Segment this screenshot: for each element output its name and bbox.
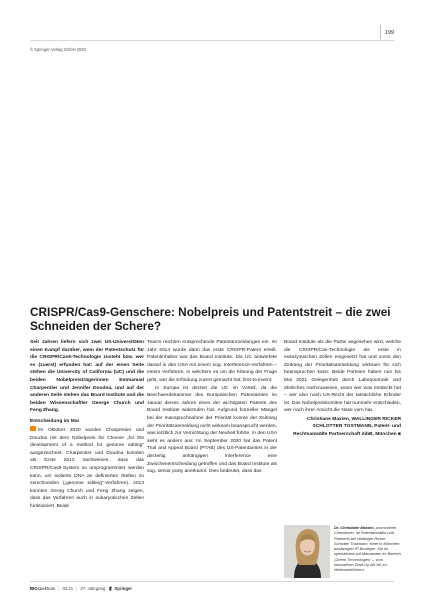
- header-rule: [30, 40, 394, 41]
- article-paragraph-4: Board Institute als die Partei angesehen wird, welche die CRISPR/Cas-Technologie als erste in eukaryotischen Zellen eingesetzt hat und somit den Zeitrang der Prioritätsanmeldung wirksam für sich beanspruchen kann. Beide Parteien haben nun bis Mai 2021 Gelegenheit durch Laborjournale und ähnliches nachzuweisen, wann wer was entdeckt hat – wer also nach US-Recht der tatsächliche Erfinder ist. Das Nobelpreiskomitee hat nunmehr entschieden, wer nach ihrer Ansicht die Nase vorn hat.: [284, 340, 401, 414]
- publisher-name: Springer: [114, 586, 133, 591]
- byline-text: Christiane Maxien, WALLINGER RICKER SCHLOTTER TOSTMANN, Patent- und Rechtsanwälte Partnerschaft mbB, München: [293, 416, 401, 437]
- footer-separator-icon: |: [58, 586, 60, 591]
- journal-name-bold: BIO: [30, 586, 38, 591]
- journal-name: [30, 586, 55, 591]
- article-headline: CRISPR/Cas9-Genschere: Nobelpreis und Patentstreit – die zwei Schneiden der Schere?: [30, 305, 391, 334]
- author-byline: [284, 416, 401, 439]
- footer-separator-icon: |: [76, 586, 78, 591]
- paragraph-1-text: Im Oktober 2020 wurden Charpentier und Doudna mit dem Nobelpreis für Chemie „for the development of a method for genome editing“ ausgezeichnet. Charpentier und Doudna konnten als Erste 2012 nachweisen, dass das CRISPR/Cas9-System so umprogrammiert werden kann, um isolierte DNA an definierten Stellen zu zerschneiden („genome editing“-Verfahren). 2013 konnten Georg Church und Feng Zhang zeigen, dass das Verfahren auch in eukaryotischen Zellen funktioniert. Beide: [30, 428, 144, 509]
- copyright-notice: © Springer-Verlag GmbH 2020: [30, 47, 86, 52]
- footer-rule: [30, 581, 394, 582]
- paragraph-3-text: In Europa ist derzeit die UC im Vorteil, da die Beschwerdekammer des Europäischen Patentamtes im Januar dieses Jahres eines der wichtigsten Patente des Board Institute widerrufen hat. Aufgrund formeller Mängel bei der Inanspruchnahme der Priorität konnte der Zeitrang der Prioritätsanmeldung nicht wirksam beansprucht werden, was letztlich zur Vernichtung der Neuheit führte. In den USA sieht es anders aus: Im September 2020 hat das Patent Trial and Appeal Board (PTAB) des US-Patentamtes in der derzeitig anhängigen Interference eine Zwischenentscheidung getroffen und das Board Institute als sog. senior party anerkannt. Dies bedeutet, dass das: [147, 385, 277, 475]
- author-portrait-image: [284, 525, 330, 578]
- article-paragraph-2: Teams reichten entsprechende Patentanmeldungen ein. Im Jahr 2014 wurde dann das erste CRISPR-Patent erteilt. Patentinhaber war das Board Institute. Die UC antwortete darauf in den USA mit einem sog. Interference-Verfahren – einem Verfahren, in welchem es um die Klärung der Frage geht, wer die Erfindung zuerst gemacht hat; first-to-invent.: [147, 340, 277, 383]
- springer-logo: [108, 586, 132, 591]
- author-bio: promovierte Chemikerin, ist Patentanwältin und Partnerin bei Wallinger Ricker Schlotter Tostmann, einer in München ansässigen IP-Boutique. Sie ist spezialisiert auf Mandanten im Bereich „Green Technologies“ – vom innovativen Start-Up bis hin zu Weltmarktführern.: [334, 525, 401, 573]
- author-photo: [284, 525, 330, 578]
- section-subhead: Entscheidung im Mai: [30, 419, 79, 425]
- author-info-box: [284, 525, 401, 578]
- author-caption: [334, 525, 401, 573]
- article-column-2: [147, 339, 277, 476]
- article-paragraph-3: [147, 385, 277, 476]
- article-lead: Seit Jahren liefern sich zwei US-Universitäten einen Kampf darüber, wem der Patentschutz für die CRISPR/Cas9-Technologie zusteht bzw. wer es (zuerst) erfunden hat: auf der einen Seite stehen die University of California (UC) und die beiden Nobelpreisträgerinnen Emmanuel Charpentier und Jennifer Doudna, und auf der anderen Seite stehen das Board Institute und die beiden Wissenschaftler George Church und Feng Zhang.: [30, 340, 144, 414]
- article-paragraph-1: [30, 426, 144, 511]
- paragraph-start-marker-icon: [30, 426, 36, 431]
- author-name: Dr. Christiane Maxien,: [334, 525, 375, 530]
- volume-label: 27. Jahrgang: [80, 586, 106, 591]
- article-column-1: [30, 339, 144, 511]
- page-number: 199: [385, 30, 394, 36]
- article-column-3: [284, 339, 401, 438]
- page-number-divider: [380, 25, 381, 39]
- article-end-marker-icon: ■: [398, 431, 401, 437]
- journal-name-light: spektrum: [37, 586, 56, 591]
- springer-horse-icon: [108, 586, 113, 591]
- page-footer: [30, 586, 132, 591]
- issue-number: 02.21: [62, 586, 74, 591]
